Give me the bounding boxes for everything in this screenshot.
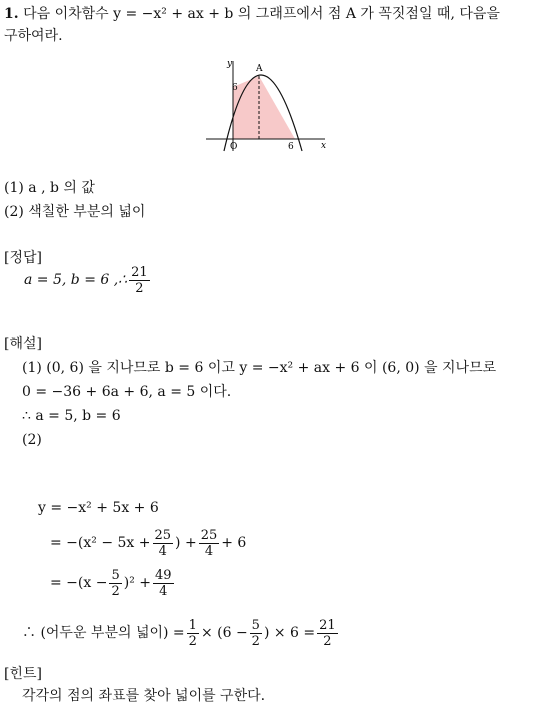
solution-line3: ∴ a = 5, b = 6	[22, 408, 121, 424]
problem-text-line1	[4, 4, 500, 24]
area-f1-den: 2	[188, 633, 197, 649]
solution-line1: (1) (0, 6) 을 지나므로 b = 6 이고 y = −x² + ax + 6 이 (6, 0) 을 지나므로	[22, 360, 497, 376]
origin-label: O	[230, 142, 238, 152]
eq3-fraction-1	[109, 568, 121, 599]
eq3-f1-den: 2	[111, 583, 120, 599]
completing-square-eq1: y = −x² + 5x + 6	[38, 500, 159, 516]
x-tick-label: 6	[288, 142, 294, 152]
answer-header: [정답]	[4, 250, 42, 266]
area-fraction-1	[187, 618, 199, 649]
problem-statement: 다음 이차함수 y = −x² + ax + b 의 그래프에서 점 A 가 꼭짓점일 때, 다음을	[23, 6, 500, 22]
area-f3-den: 2	[323, 633, 332, 649]
area-f2-den: 2	[251, 633, 260, 649]
completing-square-eq3	[50, 564, 176, 602]
eq3-f2-den: 4	[159, 583, 168, 599]
eq2-f1-den: 4	[158, 543, 167, 559]
eq2-f1-num: 25	[154, 527, 172, 543]
completing-square-eq2	[50, 524, 246, 562]
area-fraction-3	[317, 618, 338, 649]
area-pre: ∴ (어두운 부분의 넓이) =	[22, 625, 185, 641]
sub-question-2: (2) 색칠한 부분의 넓이	[4, 204, 146, 220]
eq3-f2-num: 49	[155, 567, 172, 583]
shaded-triangle	[233, 76, 295, 139]
y-axis-label: y	[227, 59, 233, 69]
problem-text-line2: 구하여라.	[4, 28, 63, 44]
eq2-pre: = −(x² − 5x +	[50, 535, 151, 551]
area-calculation	[22, 614, 340, 652]
hint-header: [힌트]	[4, 666, 42, 682]
eq3-f1-num: 5	[111, 567, 120, 583]
answer-frac-den: 2	[135, 280, 144, 296]
eq2-f2-num: 25	[200, 527, 218, 543]
y-tick-label: 6	[232, 83, 238, 93]
problem-number: 1.	[4, 6, 19, 22]
sub-question-1: (1) a , b 의 값	[4, 180, 95, 196]
solution-header: [해설]	[4, 336, 42, 352]
area-fraction-2	[250, 618, 262, 649]
area-f3-num: 21	[319, 617, 336, 633]
eq2-mid: ) +	[175, 535, 197, 551]
eq2-fraction-2	[199, 528, 220, 559]
hint-text: 각각의 점의 좌표를 찾아 넓이를 구한다.	[22, 688, 266, 704]
area-f2-num: 5	[251, 617, 260, 633]
area-mid1: × (6 −	[200, 625, 248, 641]
answer-line	[24, 262, 152, 298]
answer-text: a = 5, b = 6 ,∴	[24, 272, 128, 288]
eq3-mid: )² +	[123, 575, 151, 591]
eq3-pre: = −(x −	[50, 575, 108, 591]
answer-fraction	[129, 265, 150, 296]
x-axis-label: x	[321, 141, 327, 151]
eq2-fraction-1	[153, 528, 174, 559]
eq3-fraction-2	[153, 568, 174, 599]
vertex-label: A	[256, 64, 263, 74]
area-f1-num: 1	[188, 617, 197, 633]
area-mid2: ) × 6 =	[263, 625, 316, 641]
solution-line2: 0 = −36 + 6a + 6, a = 5 이다.	[22, 384, 232, 400]
parabola-graph	[200, 55, 335, 155]
eq2-f2-den: 4	[204, 543, 214, 559]
answer-frac-num: 21	[131, 264, 148, 280]
solution-line4: (2)	[22, 432, 42, 448]
eq2-post: + 6	[221, 535, 247, 551]
